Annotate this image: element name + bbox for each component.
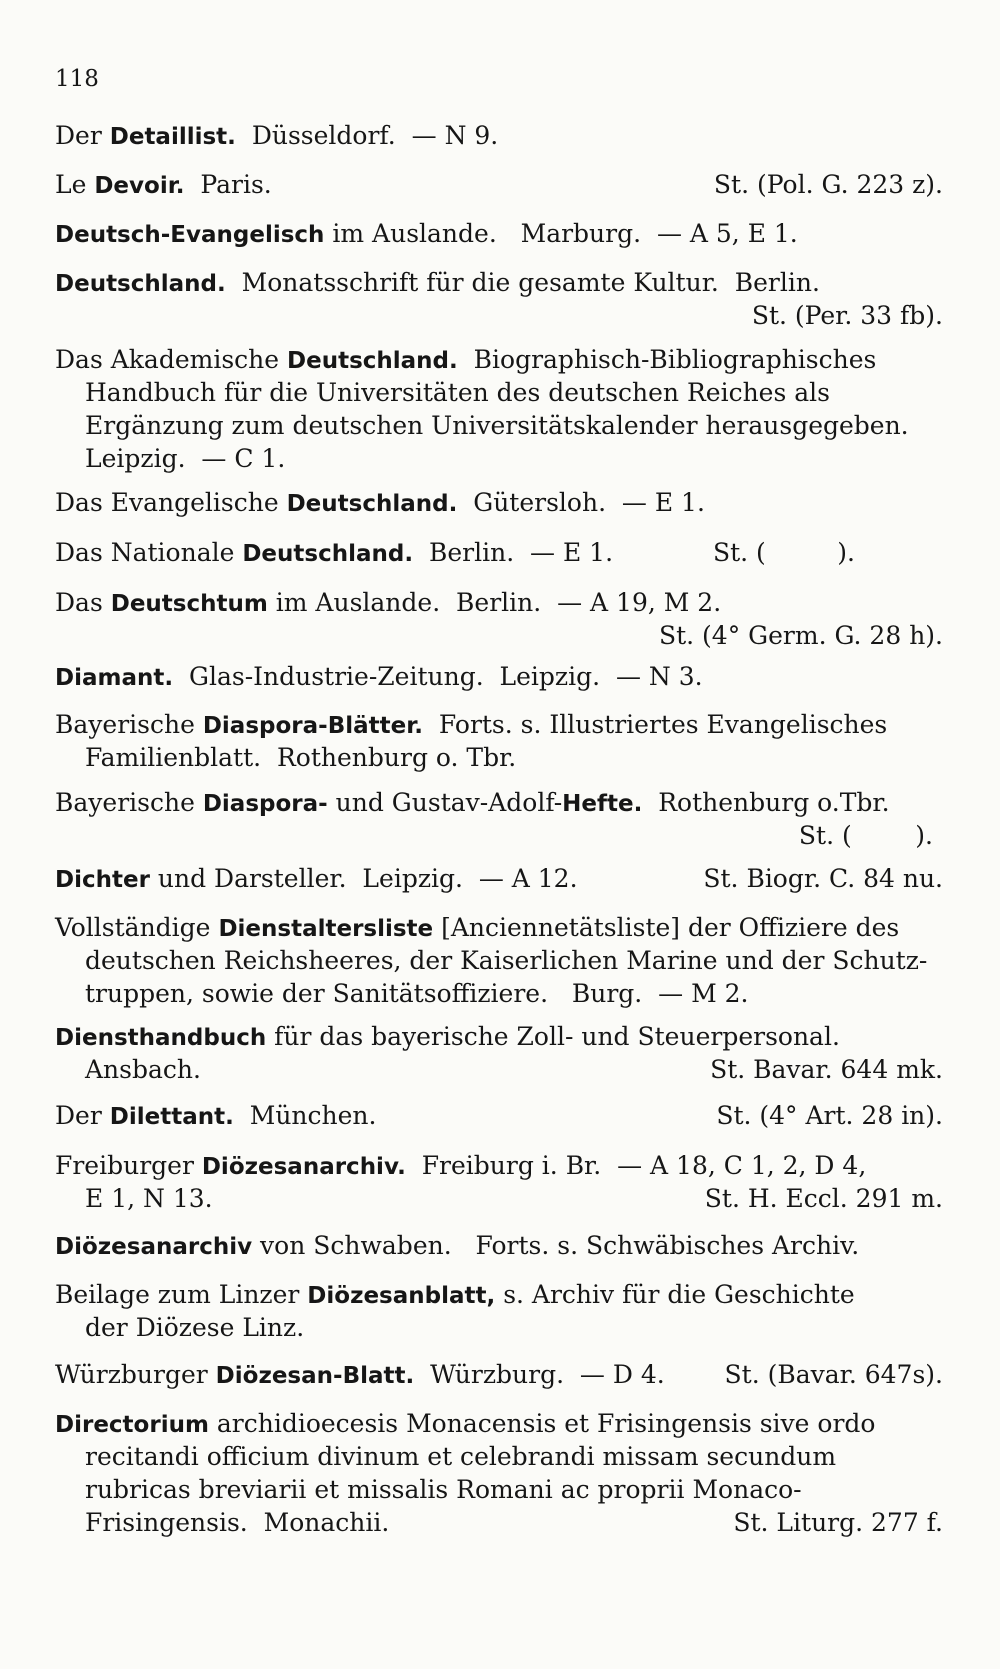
entry-text: der Diözese Linz. [85, 1313, 305, 1342]
entry-text: truppen, sowie der Sanitätsoffiziere. Burg. — M 2. [85, 979, 749, 1008]
entry-text: [Anciennetätsliste] der Offiziere des [433, 913, 900, 942]
entry-text: und Darsteller. Leipzig. — A 12. [149, 864, 578, 893]
entry-text: München. [233, 1101, 377, 1130]
catalog-entry [55, 586, 943, 652]
entry-keyword: Dilettant. [109, 1104, 234, 1130]
entry-keyword: Dienstaltersliste [218, 916, 434, 942]
shelfmark: St. H. Eccl. 291 m. [704, 1184, 943, 1213]
entry-text: Forts. s. Illustriertes Evangelisches [423, 710, 888, 739]
entry-keyword: Diaspora-Blätter. [202, 713, 424, 739]
entry-keyword: Diözesan-Blatt. [215, 1363, 415, 1389]
entry-text [55, 786, 943, 819]
entry-keyword: Diözesanarchiv. [201, 1154, 406, 1180]
entry-text: archidioecesis Monacensis et Frisingensis sive ordo [208, 1409, 876, 1438]
catalog-entry [55, 660, 943, 693]
entry-text [55, 660, 943, 693]
catalog-entry [55, 862, 943, 895]
entry-keyword: Deutschtum [110, 591, 268, 617]
entry-text: deutschen Reichsheeres, der Kaiserlichen Marine und der Schutz- [85, 946, 928, 975]
entry-keyword: Deutschland. [286, 491, 458, 517]
entry-text [55, 486, 943, 519]
entry-keyword: Diözesanblatt, [307, 1283, 496, 1309]
entry-text [55, 1278, 943, 1311]
catalog-entry [55, 168, 943, 201]
entry-keyword: Diamant. [55, 665, 174, 691]
entry-text [55, 299, 943, 332]
entry-keyword: Deutsch-Evangelisch [55, 222, 325, 248]
entry-text: Glas-Industrie-Zeitung. Leipzig. — N 3. [173, 662, 703, 691]
entry-text [55, 343, 943, 376]
entry-text [55, 217, 943, 250]
shelfmark: St. (4° Art. 28 in). [716, 1101, 943, 1130]
entry-text: E 1, N 13. [85, 1184, 213, 1213]
entry-text: Ansbach. [85, 1055, 201, 1084]
entry-text [55, 586, 943, 619]
catalog-entry [55, 1149, 943, 1215]
entry-text [55, 708, 943, 741]
entry-text: und Gustav-Adolf- [327, 788, 563, 817]
shelfmark: St. (Bavar. 647s). [724, 1360, 943, 1389]
entry-text: Das [55, 588, 111, 617]
entry-text [55, 1020, 943, 1053]
entry-text: Gütersloh. — E 1. [457, 488, 705, 517]
entry-text: Würzburg. — D 4. [414, 1360, 665, 1389]
shelfmark: St. ( ). [712, 538, 855, 567]
catalog-entry [55, 119, 943, 152]
entry-text: Rothenburg o.Tbr. [642, 788, 890, 817]
catalog-entry [55, 343, 943, 475]
entry-text: Biographisch-Bibliographisches [457, 345, 877, 374]
entry-text: Leipzig. — C 1. [85, 444, 286, 473]
entry-text: von Schwaben. Forts. s. Schwäbisches Archiv. [252, 1231, 860, 1260]
entry-text [55, 536, 943, 569]
entry-keyword: Diözesanarchiv [55, 1234, 253, 1260]
entry-text [55, 1358, 943, 1391]
entry-text [55, 619, 943, 652]
entry-text [55, 1182, 943, 1215]
catalog-entry [55, 1407, 943, 1539]
shelfmark: St. Liturg. 277 f. [733, 1508, 943, 1537]
entry-text [55, 862, 943, 895]
entry-text: Berlin. — E 1. [413, 538, 614, 567]
entry-text: Handbuch für die Universitäten des deutschen Reiches als [85, 378, 830, 407]
entry-text: Das Evangelische [55, 488, 287, 517]
entry-text: Der [55, 121, 110, 150]
entry-text: Paris. [184, 170, 272, 199]
catalog-entry [55, 786, 943, 852]
entry-keyword: Deutschland. [242, 541, 414, 567]
entry-text: Das Akademische [55, 345, 288, 374]
entry-keyword: Detaillist. [109, 124, 236, 150]
entry-text [55, 168, 943, 201]
entry-text: Bayerische [55, 788, 203, 817]
entry-text [55, 1229, 943, 1262]
entry-text [55, 819, 943, 852]
entry-text: Düsseldorf. — N 9. [235, 121, 499, 150]
shelfmark: St. Biogr. C. 84 nu. [703, 864, 943, 893]
entry-text [55, 1149, 943, 1182]
catalog-entry [55, 1229, 943, 1262]
entry-text: Vollständige [55, 913, 219, 942]
catalog-entry [55, 536, 943, 569]
entry-keyword: Deutschland. [55, 271, 226, 297]
entry-text: Freiburg i. Br. — A 18, C 1, 2, D 4, [405, 1151, 867, 1180]
entry-keyword: Deutschland. [287, 348, 458, 374]
catalog-entry [55, 708, 943, 774]
catalog-entry [55, 1358, 943, 1391]
page-number: 118 [55, 66, 99, 92]
catalog-entry [55, 1020, 943, 1086]
entry-text: s. Archiv für die Geschichte [495, 1280, 855, 1309]
entry-keyword: Dichter [55, 867, 150, 893]
catalog-entry [55, 486, 943, 519]
entry-text: Bayerische [55, 710, 203, 739]
entry-text [55, 1407, 943, 1440]
entry-keyword: Diaspora- [202, 791, 328, 817]
catalog-entry [55, 1099, 943, 1132]
entry-text [55, 119, 943, 152]
shelfmark: St. ( ). [798, 821, 933, 850]
entry-text [55, 266, 943, 299]
entry-text: Ergänzung zum deutschen Universitätskalender herausgegeben. [85, 411, 909, 440]
shelfmark: St. Bavar. 644 mk. [710, 1055, 943, 1084]
entry-text: Das Nationale [55, 538, 243, 567]
entry-keyword: Devoir. [94, 173, 185, 199]
entry-keyword: Diensthandbuch [55, 1025, 267, 1051]
entry-text: Familienblatt. Rothenburg o. Tbr. [85, 743, 517, 772]
entry-text: für das bayerische Zoll- und Steuerpersonal. [266, 1022, 840, 1051]
entry-text: recitandi officium divinum et celebrandi missam secundum [85, 1442, 837, 1471]
catalog-entry [55, 1278, 943, 1344]
entry-text: Frisingensis. Monachii. [85, 1508, 390, 1537]
entry-text: Beilage zum Linzer [55, 1280, 308, 1309]
entry-text: Monatsschrift für die gesamte Kultur. Berlin. [225, 268, 820, 297]
catalog-entry [55, 911, 943, 1010]
entry-text: Würzburger [55, 1360, 216, 1389]
entry-text: im Auslande. Berlin. — A 19, M 2. [267, 588, 722, 617]
catalog-entry [55, 266, 943, 332]
entry-text [55, 911, 943, 944]
entry-text [55, 1053, 943, 1086]
entry-keyword: Hefte. [562, 791, 643, 817]
entry-text [55, 1506, 943, 1539]
entry-text: rubricas breviarii et missalis Romani ac proprii Monaco- [85, 1475, 802, 1504]
catalog-entry [55, 217, 943, 250]
shelfmark: St. (Pol. G. 223 z). [713, 170, 943, 199]
entry-text: im Auslande. Marburg. — A 5, E 1. [324, 219, 798, 248]
shelfmark: St. (Per. 33 fb). [751, 301, 943, 330]
entry-keyword: Directorium [55, 1412, 209, 1438]
shelfmark: St. (4° Germ. G. 28 h). [658, 621, 943, 650]
entry-text [55, 1099, 943, 1132]
entry-text: Le [55, 170, 95, 199]
entry-text: Der [55, 1101, 110, 1130]
entry-text: Freiburger [55, 1151, 202, 1180]
